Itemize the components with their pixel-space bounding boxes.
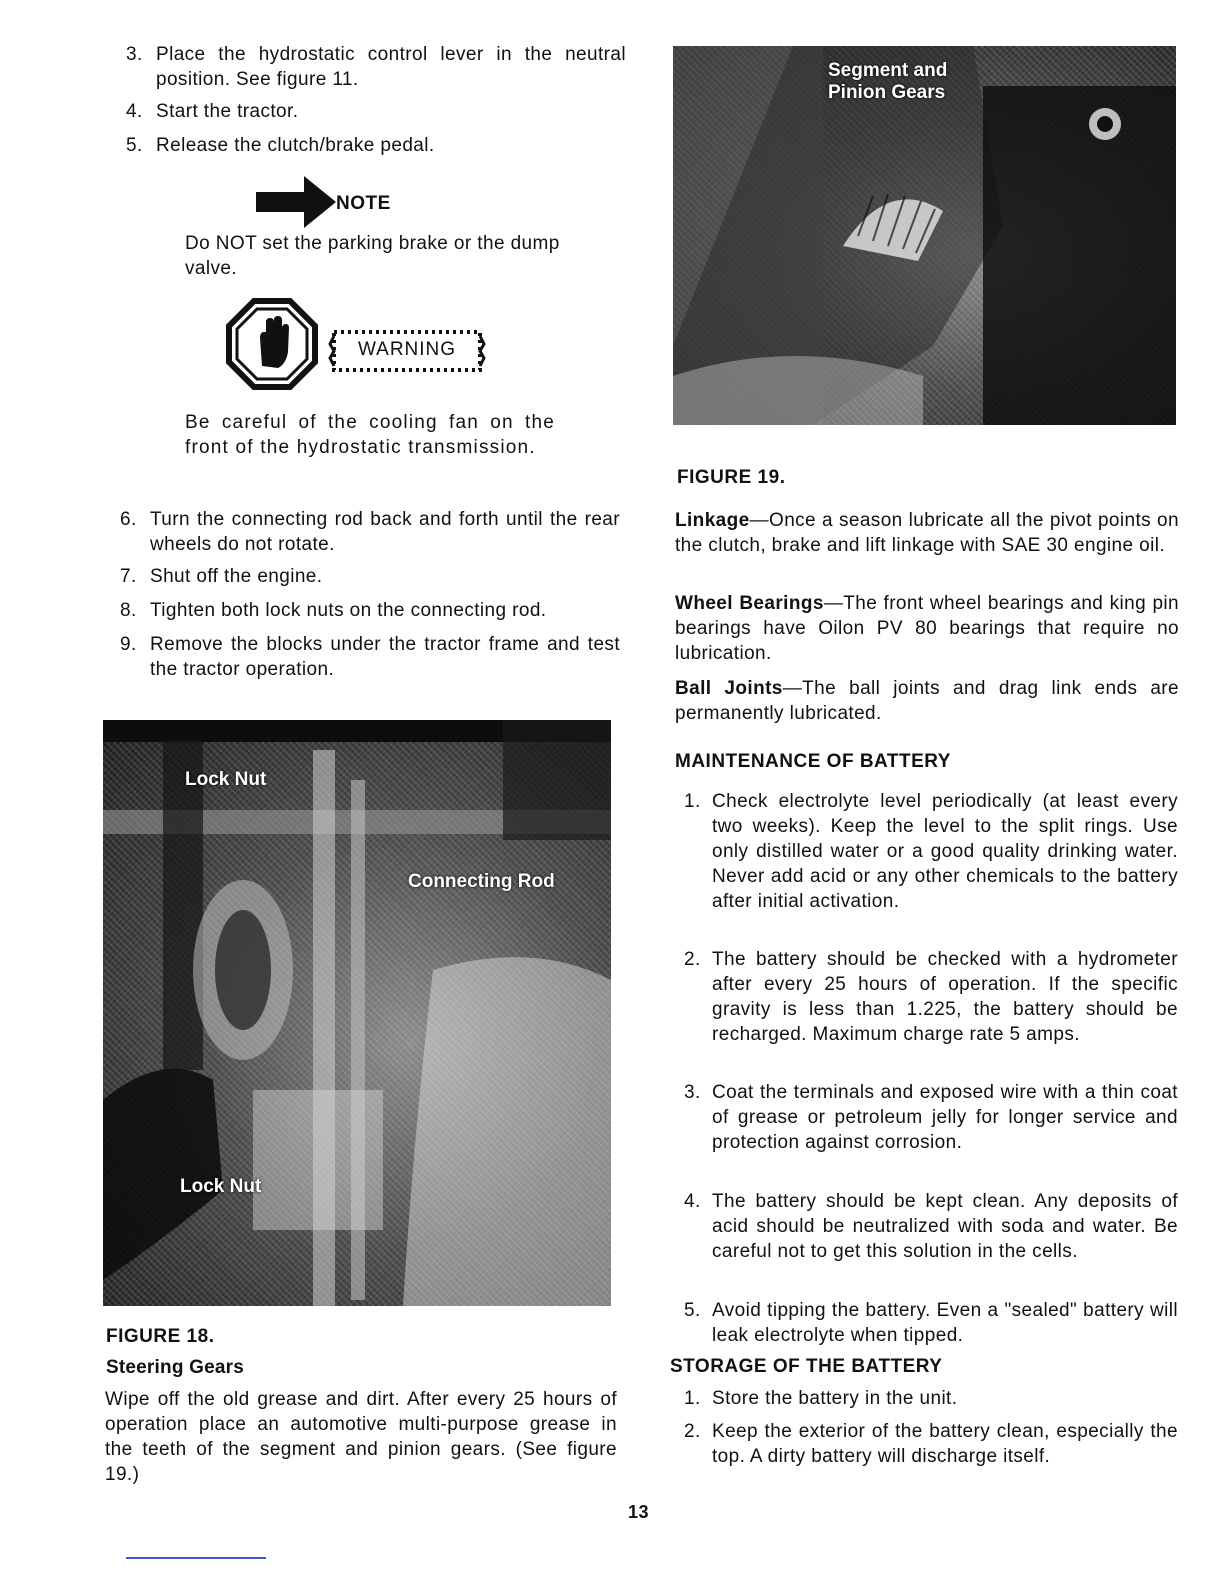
step-text: Tighten both lock nuts on the connecting rod. [150,600,547,621]
item-text: Keep the exterior of the battery clean, especially the top. A dirty battery will discharge itself. [712,1421,1178,1467]
item-text: The battery should be checked with a hydrometer after every 25 hours of operation. If the specific gravity is less than 1.225, the battery should be recharged. Maximum charge rate 5 amps. [712,949,1178,1045]
lock-nut-bottom-label: Lock Nut [180,1176,262,1197]
item-number: 1. [684,791,701,812]
step-text: Release the clutch/brake pedal. [156,135,435,156]
lube-term: Wheel Bearings [675,593,824,614]
step-number: 3. [126,44,143,65]
step-number: 4. [126,101,143,122]
lube-text: —The front wheel bearings and king pin bearings have Oilon PV 80 bearings that require no lubrication. [675,593,1179,664]
lube-term: Linkage [675,510,750,531]
warning-label: WARNING [357,339,457,360]
step-7 [120,564,620,589]
item-number: 3. [684,1082,701,1103]
item-text: Check electrolyte level periodically (at least every two weeks). Keep the level to the split rings. Use only distilled water or a good quality drinking water. Never add acid or any other chemicals to the battery after initial activation. [712,791,1178,912]
step-text: Start the tractor. [156,101,299,122]
step-4 [126,99,626,124]
battery-item-5 [684,1298,1178,1348]
note-label: NOTE [336,193,391,214]
step-text: Place the hydrostatic control lever in the neutral position. See figure 11. [156,44,626,90]
battery-item-1 [684,789,1178,914]
item-number: 2. [684,1421,701,1442]
item-text: Store the battery in the unit. [712,1388,958,1409]
note-arrow-icon [254,174,338,230]
steering-gears-text: Wipe off the old grease and dirt. After every 25 hours of operation place an automotive multi-purpose grease in the teeth of the segment and pinion gears. (See figure 19.) [105,1389,617,1485]
figure-19-caption: FIGURE 19. [677,467,786,488]
segment-pinion-label-line1: Segment and [828,60,948,81]
battery-maintenance-heading: MAINTENANCE OF BATTERY [675,751,951,772]
step-text: Remove the blocks under the tractor frame and test the tractor operation. [150,634,620,680]
battery-item-2 [684,947,1178,1047]
step-5 [126,133,626,158]
item-text: Avoid tipping the battery. Even a "sealed" battery will leak electrolyte when tipped. [712,1300,1178,1346]
battery-item-3 [684,1080,1178,1155]
lube-linkage [675,508,1179,558]
lock-nut-top-label: Lock Nut [185,769,267,790]
figure-18-photo [103,720,611,1306]
lube-wheel-bearings [675,591,1179,666]
lube-text: —The ball joints and drag link ends are permanently lubricated. [675,678,1179,724]
item-text: The battery should be kept clean. Any deposits of acid should be neutralized with soda and water. Be careful not to get this solution in the cells. [712,1191,1178,1262]
item-number: 5. [684,1300,701,1321]
warning-banner [328,326,486,376]
steering-gears-heading: Steering Gears [106,1357,244,1378]
item-number: 2. [684,949,701,970]
item-text: Coat the terminals and exposed wire with a thin coat of grease or petroleum jelly for longer service and protection against corrosion. [712,1082,1178,1153]
step-number: 9. [120,634,137,655]
figure-18-caption: FIGURE 18. [106,1326,215,1347]
step-6 [120,507,620,557]
step-number: 8. [120,600,137,621]
page-number: 13 [628,1502,650,1522]
step-number: 5. [126,135,143,156]
stop-hand-icon [226,298,318,390]
warning-text: Be careful of the cooling fan on the front of the hydrostatic transmission. [185,412,555,458]
storage-item-2 [684,1419,1178,1469]
lube-ball-joints [675,676,1179,726]
segment-pinion-label-line2: Pinion Gears [828,82,946,103]
step-3 [126,42,626,92]
step-number: 7. [120,566,137,587]
lube-term: Ball Joints [675,678,783,699]
storage-item-1 [684,1386,1178,1411]
note-text: Do NOT set the parking brake or the dump valve. [185,233,560,279]
battery-item-4 [684,1189,1178,1264]
step-number: 6. [120,509,137,530]
step-9 [120,632,620,682]
figure-19-photo [673,46,1176,425]
item-number: 1. [684,1388,701,1409]
step-8 [120,598,620,623]
lube-text: —Once a season lubricate all the pivot points on the clutch, brake and lift linkage with SAE 30 engine oil. [675,510,1179,556]
item-number: 4. [684,1191,701,1212]
step-text: Shut off the engine. [150,566,323,587]
step-text: Turn the connecting rod back and forth until the rear wheels do not rotate. [150,509,620,555]
bottom-rule [126,1557,266,1559]
connecting-rod-label: Connecting Rod [408,871,555,892]
battery-storage-heading: STORAGE OF THE BATTERY [670,1356,943,1377]
